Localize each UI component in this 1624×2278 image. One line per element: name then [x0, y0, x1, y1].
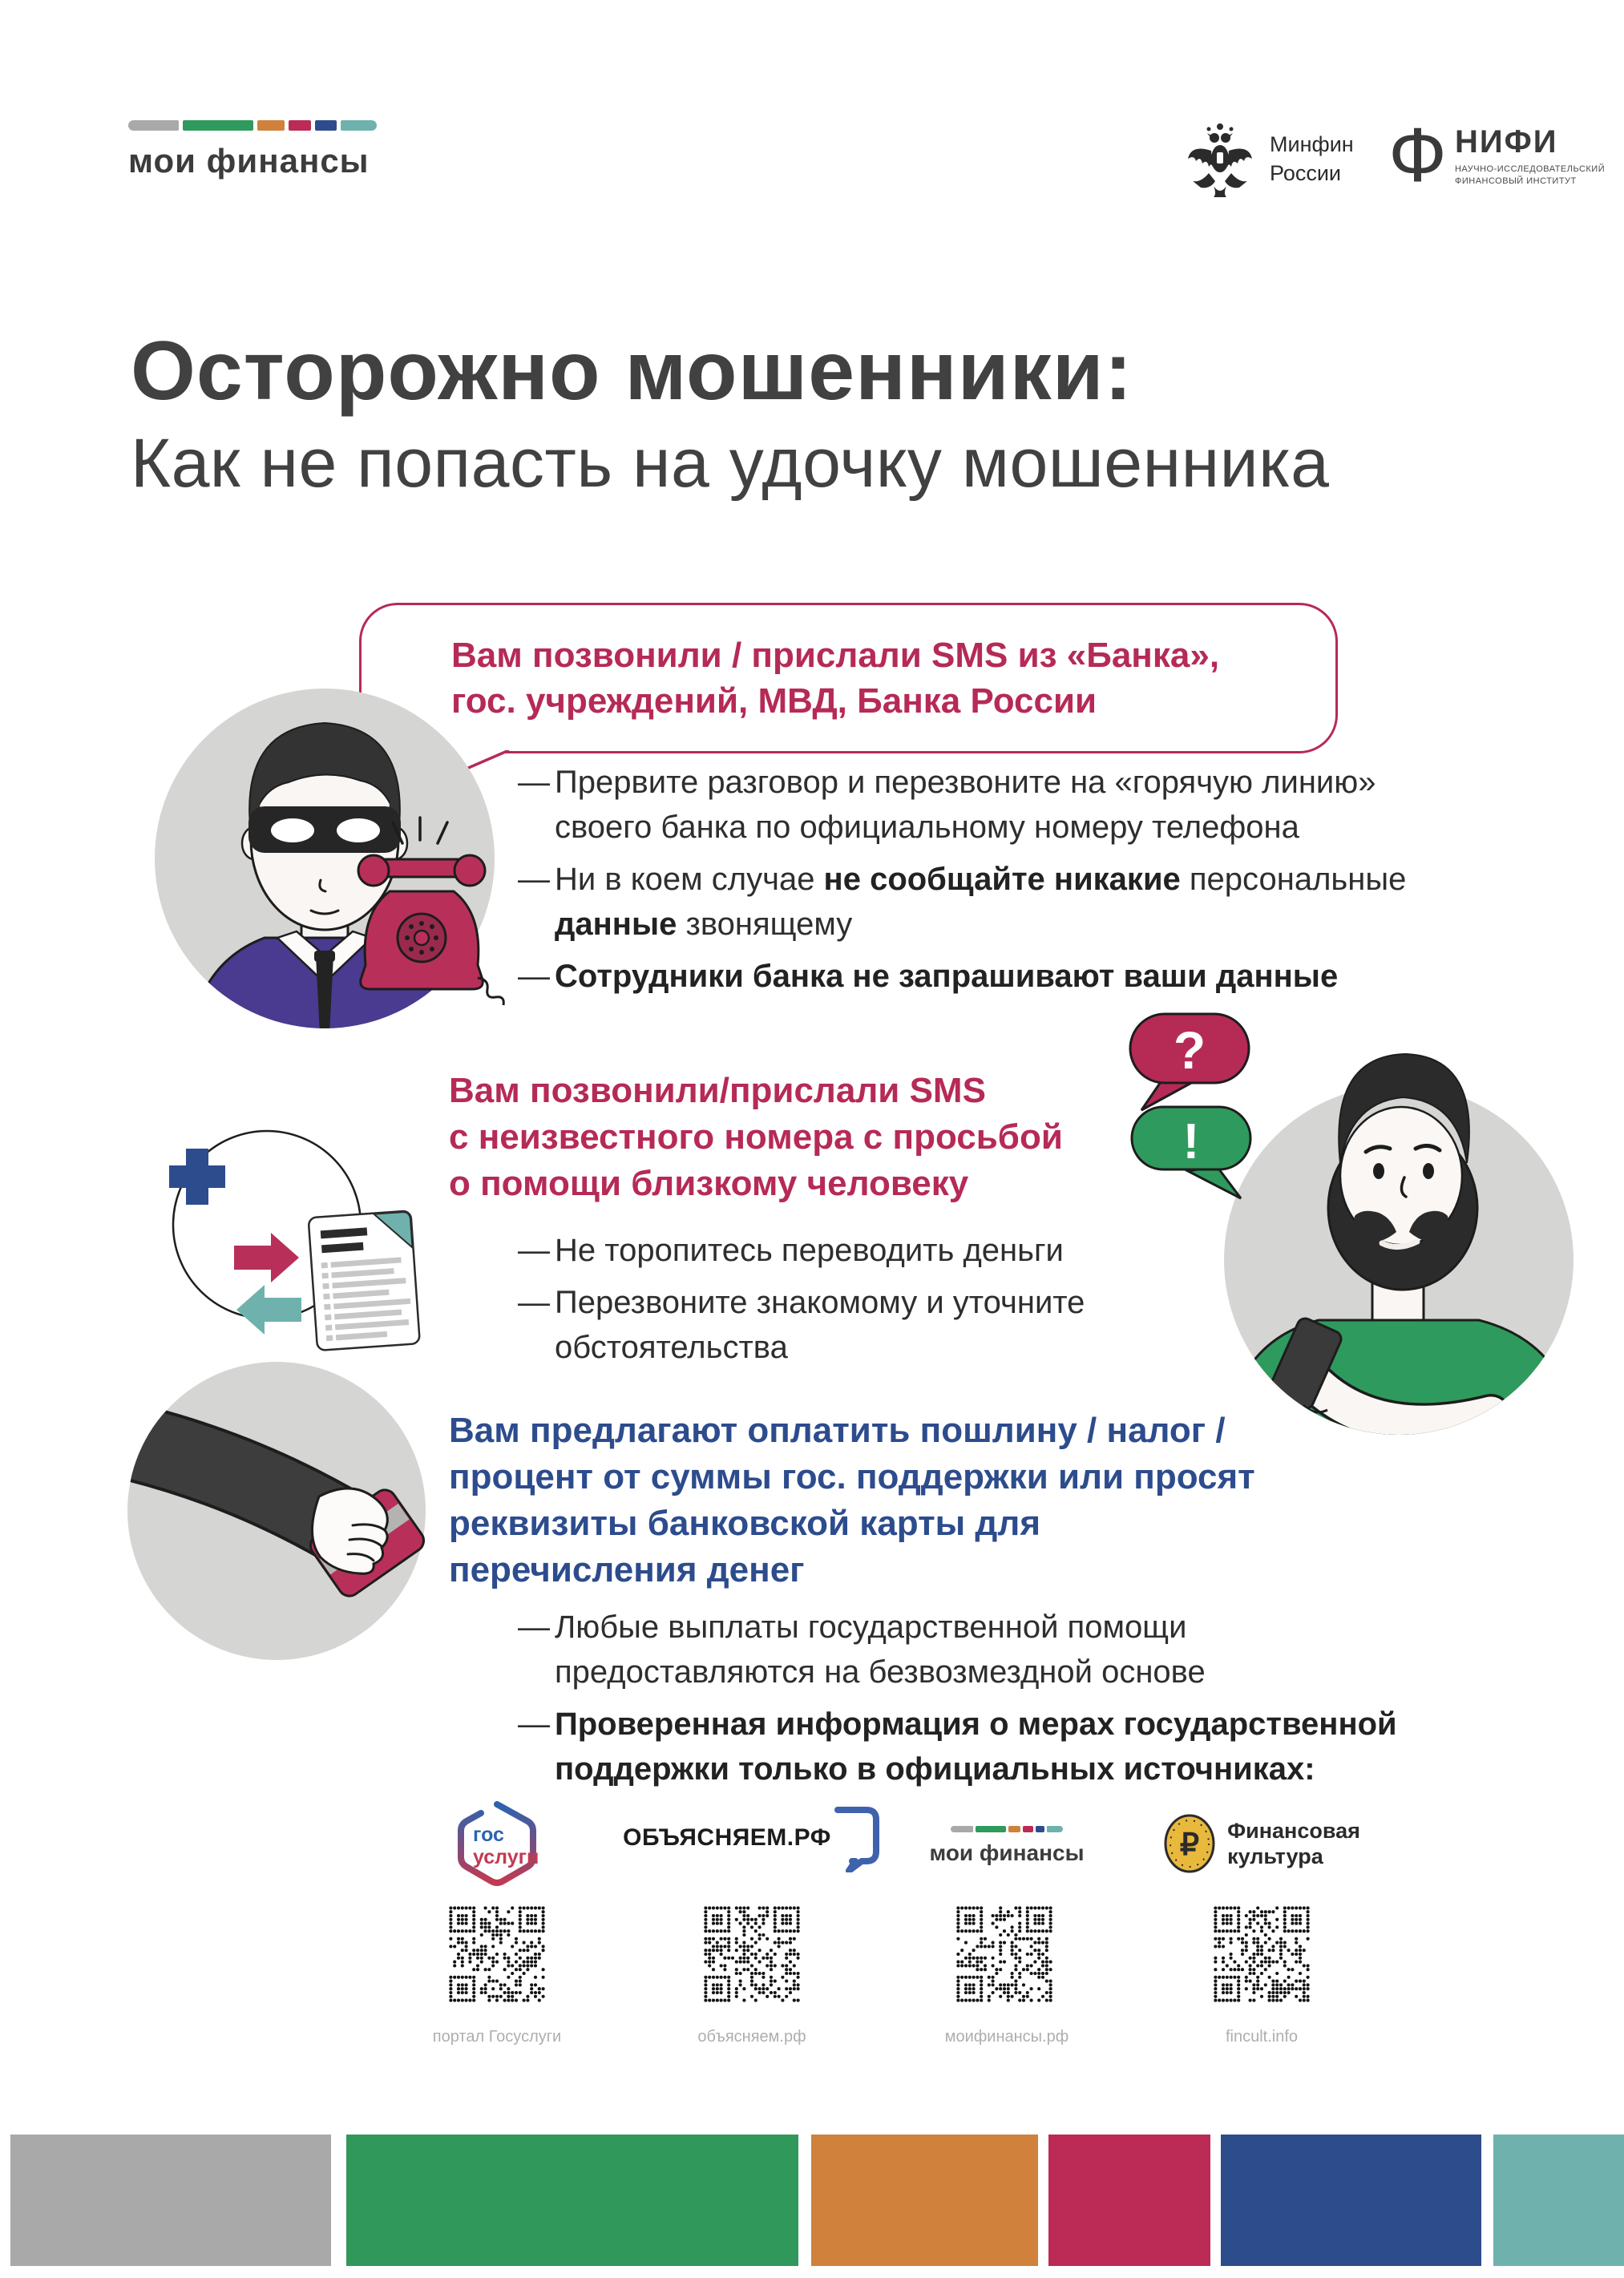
transfer-document-illustration	[120, 1106, 465, 1371]
stripe-block	[811, 2135, 1038, 2266]
qr-code-fincult	[1214, 1906, 1310, 2002]
hand-with-card-illustration	[112, 1359, 433, 1663]
section2-bullets	[518, 1228, 1085, 1377]
resource-obyasnyaem	[616, 1803, 888, 1872]
bullet-item: — Прервите разговор и перезвоните на «горячую линию» своего банка по официальному номеру телефона	[518, 765, 1376, 845]
fincult-coin-icon	[1163, 1813, 1216, 1874]
title-line2: Как не попасть на удочку мошенника	[131, 425, 1330, 503]
moifinansy-logo-text: мои финансы	[929, 1840, 1085, 1865]
minfin-logo	[1185, 117, 1354, 200]
brand-logo	[128, 120, 377, 180]
bullet-item: — Ни в коем случае не сообщайте никакие персональные данные звонящему	[518, 862, 1407, 942]
stripe-block	[346, 2135, 798, 2266]
bullet-item: — Сотрудники банка не запрашивают ваши данные	[518, 959, 1339, 994]
minfin-eagle-icon	[1185, 117, 1255, 200]
moifinansy-color-bar-icon	[951, 1826, 1063, 1832]
svg-text:?: ?	[1173, 1020, 1206, 1080]
section2-heading: Вам позвонили/прислали SMS с неизвестного номера с просьбой о помощи близкому человеку	[449, 1071, 1063, 1203]
document-icon	[309, 1210, 420, 1351]
stripe-block	[1048, 2135, 1210, 2266]
nifi-phi-icon: Ф	[1388, 112, 1447, 198]
caption-obyasnyaem: объясняем.рф	[697, 2028, 806, 2046]
arrow-right-icon	[234, 1233, 299, 1282]
stripe-block	[10, 2135, 331, 2266]
arrow-left-icon	[236, 1285, 301, 1335]
section3-bullets	[518, 1605, 1397, 1799]
stripe-block	[1221, 2135, 1481, 2266]
nifi-subtitle: НАУЧНО-ИССЛЕДОВАТЕЛЬСКИЙ ФИНАНСОВЫЙ ИНСТИТУТ	[1454, 164, 1606, 186]
section3-heading: Вам предлагают оплатить пошлину / налог / процент от суммы гос. поддержки или просят реквизиты банковской карты для перечисления денег	[449, 1411, 1255, 1589]
caption-fincult: fincult.info	[1225, 2028, 1299, 2046]
resource-gosuslugi	[361, 1799, 633, 1893]
qr-code-moifinansy	[956, 1906, 1052, 2002]
worried-man-illustration	[1114, 1006, 1595, 1439]
bullet-item: — Не торопитесь переводить деньги	[518, 1233, 1064, 1268]
resource-moifinansy	[871, 1826, 1143, 1866]
nifi-logo	[1388, 112, 1606, 198]
brand-name: мои финансы	[128, 142, 370, 180]
svg-text:услуги: услуги	[473, 1846, 539, 1868]
svg-text:₽: ₽	[1180, 1828, 1200, 1862]
obyasnyaem-logo-text: ОБЪЯСНЯЕМ.РФ	[623, 1824, 831, 1851]
svg-text:гос: гос	[473, 1824, 504, 1846]
qr-code-gosuslugi	[449, 1906, 545, 2002]
bullet-item: — Любые выплаты государственной помощи предоставляются на безвозмездной основе	[518, 1610, 1206, 1690]
svg-text:!: !	[1182, 1114, 1200, 1169]
fincult-logo-text: Финансовая культура	[1227, 1818, 1360, 1868]
caption-moifinansy: моифинансы.рф	[944, 2028, 1069, 2046]
section1-heading: Вам позвонили / прислали SMS из «Банка», гос. учреждений, МВД, Банка России	[451, 636, 1220, 721]
stripe-block	[1493, 2135, 1624, 2266]
page-title	[131, 325, 1329, 503]
bullet-item: — Перезвоните знакомому и уточните обстоятельства	[518, 1285, 1085, 1365]
masked-fraudster-illustration	[120, 673, 537, 1050]
minfin-label: Минфин России	[1270, 131, 1354, 185]
caption-gosuslugi: портал Госуслуги	[432, 2028, 562, 2046]
question-bubble-icon	[1130, 1014, 1249, 1110]
brand-color-bar-icon	[128, 120, 377, 131]
bullet-item: — Проверенная информация о мерах государственной поддержки только в официальных источниках:	[518, 1706, 1397, 1787]
title-line1: Осторожно мошенники:	[131, 325, 1133, 418]
nifi-abbr: НИФИ	[1454, 123, 1558, 160]
section1-bullets	[518, 760, 1406, 1006]
qr-code-obyasnyaem	[704, 1906, 800, 2002]
gosuslugi-logo-icon	[455, 1799, 539, 1889]
exclaim-bubble-icon	[1132, 1107, 1250, 1198]
resource-fincult	[1125, 1813, 1398, 1874]
